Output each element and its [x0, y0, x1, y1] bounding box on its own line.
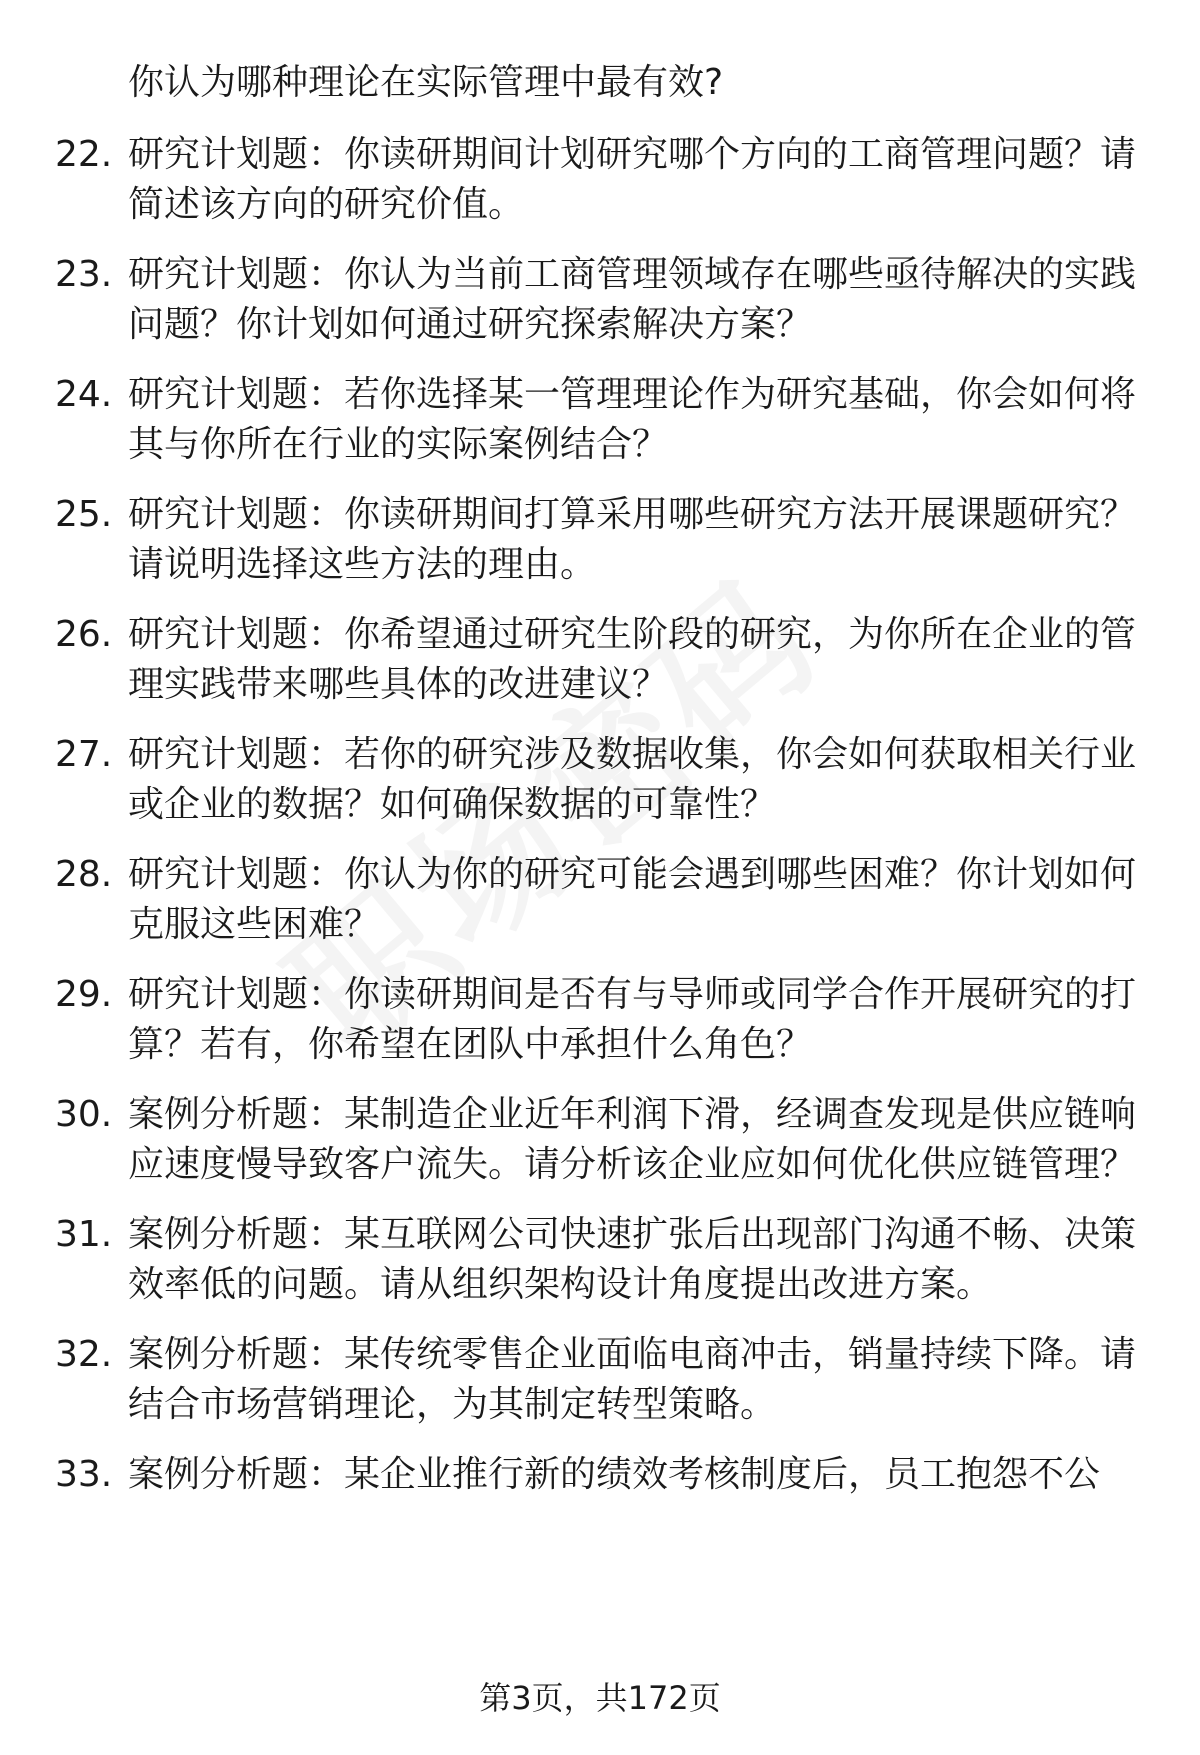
question-text: 研究计划题：你认为你的研究可能会遇到哪些困难？你计划如何克服这些困难？: [128, 854, 1137, 945]
page-number-footer: 第3页，共172页: [479, 1679, 721, 1717]
question-text: 研究计划题：你希望通过研究生阶段的研究，为你所在企业的管理实践带来哪些具体的改进建议？: [128, 614, 1137, 705]
question-text: 研究计划题：你认为当前工商管理领域存在哪些亟待解决的实践问题？你计划如何通过研究探索解决方案？: [128, 254, 1137, 345]
question-number: 23.: [55, 254, 113, 295]
question-text: 研究计划题：若你的研究涉及数据收集，你会如何获取相关行业或企业的数据？如何确保数据的可靠性？: [128, 734, 1137, 825]
question-number: 25.: [55, 494, 113, 535]
question-text: 研究计划题：你读研期间是否有与导师或同学合作开展研究的打算？若有，你希望在团队中承担什么角色？: [128, 974, 1137, 1065]
question-text: 案例分析题：某企业推行新的绩效考核制度后，员工抱怨不公: [128, 1454, 1101, 1495]
continued-question-text: 你认为哪种理论在实际管理中最有效?: [128, 62, 724, 103]
question-number: 30.: [55, 1094, 113, 1135]
question-text: 研究计划题：你读研期间打算采用哪些研究方法开展课题研究？请说明选择这些方法的理由。: [128, 494, 1137, 585]
question-text: 案例分析题：某传统零售企业面临电商冲击，销量持续下降。请结合市场营销理论，为其制定转型策略。: [128, 1334, 1137, 1425]
question-number: 31.: [55, 1214, 113, 1255]
question-text: 案例分析题：某互联网公司快速扩张后出现部门沟通不畅、决策效率低的问题。请从组织架构设计角度提出改进方案。: [128, 1214, 1137, 1305]
question-text: 案例分析题：某制造企业近年利润下滑，经调查发现是供应链响应速度慢导致客户流失。请分析该企业应如何优化供应链管理？: [128, 1094, 1137, 1185]
question-number: 24.: [55, 374, 113, 415]
question-number: 33.: [55, 1454, 113, 1495]
question-text: 研究计划题：若你选择某一管理理论作为研究基础，你会如何将其与你所在行业的实际案例结合？: [128, 374, 1137, 465]
question-text: 研究计划题：你读研期间计划研究哪个方向的工商管理问题？请简述该方向的研究价值。: [128, 134, 1137, 225]
question-number: 27.: [55, 734, 113, 775]
question-number: 29.: [55, 974, 113, 1015]
question-number: 28.: [55, 854, 113, 895]
question-number: 32.: [55, 1334, 113, 1375]
question-number: 22.: [55, 134, 113, 175]
question-number: 26.: [55, 614, 113, 655]
